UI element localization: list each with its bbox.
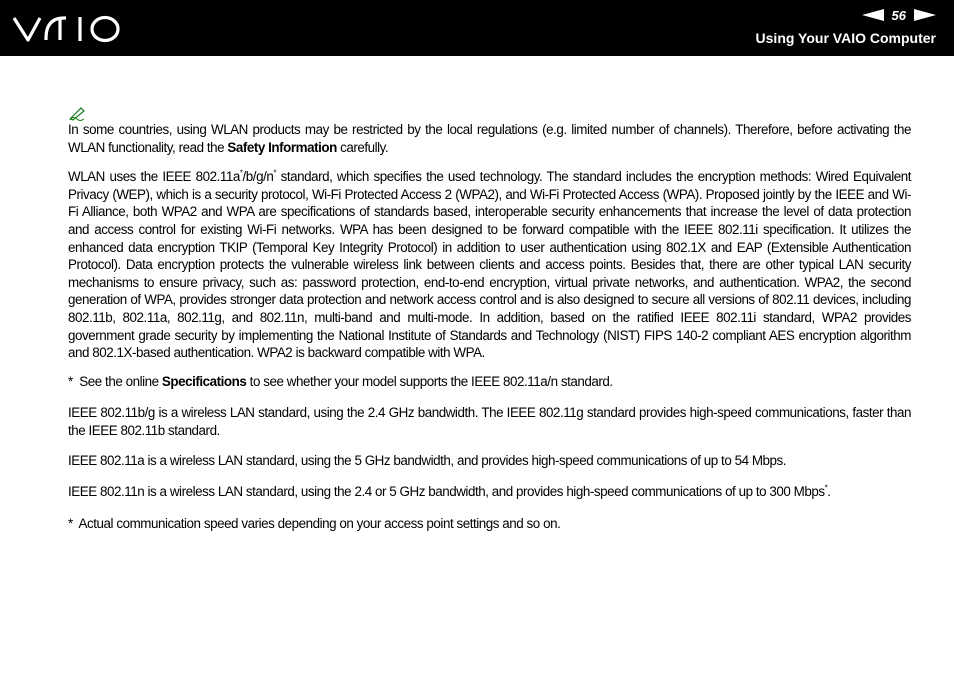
note-pencil-icon — [68, 105, 88, 121]
footnote-specifications: * See the online Specifications to see whether your model supports the IEEE 802.11a/n standard. — [68, 373, 613, 389]
page-header — [0, 0, 954, 56]
safety-information-label: Safety Information — [227, 139, 337, 155]
arrow-left-icon[interactable] — [862, 9, 884, 21]
section-title: Using Your VAIO Computer — [755, 30, 936, 46]
note-text: In some countries, using WLAN products may be restricted by the local regulations (e.g. limited number of channels). Therefore, before activating the WLAN functionality, read the Safety Information carefully. — [68, 122, 911, 155]
arrow-right-icon[interactable] — [914, 9, 936, 21]
footnote-speed: * Actual communication speed varies depending on your access point settings and so on. — [68, 515, 561, 531]
page-content — [68, 105, 911, 532]
paragraph-80211a: IEEE 802.11a is a wireless LAN standard, using the 5 GHz bandwidth, and provides high-speed communications of up to 54 Mbps. — [68, 452, 787, 468]
specifications-label: Specifications — [161, 373, 247, 389]
paragraph-80211bg: IEEE 802.11b/g is a wireless LAN standard, using the 2.4 GHz bandwidth. The IEEE 802.11g standard provides high-speed communications, faster than the IEEE 802.11b standard. — [68, 405, 911, 438]
page-navigation — [862, 6, 936, 24]
vaio-logo — [12, 12, 122, 46]
paragraph-80211n: IEEE 802.11n is a wireless LAN standard, using the 2.4 or 5 GHz bandwidth, and provides high-speed communications of up to 300 Mbps*. — [68, 483, 831, 500]
page-number: 56 — [891, 7, 906, 23]
wlan-paragraph: WLAN uses the IEEE 802.11a*/b/g/n* standard, which specifies the used technology. The standard includes the encryption methods: Wired Equivalent Privacy (WEP), which is a security protocol, Wi-Fi Protected Access 2 (WPA2), and Wi-Fi Protected Access (WPA). Proposed jointly by the IEEE and Wi-Fi Alliance, both WPA2 and WPA are specifications of standards based, interoperable security enhancements that increase the level of data protection and access control for existing Wi-Fi networks. WPA has been designed to be forward compatible with the IEEE 802.11i specification. It utilizes the enhanced data encryption TKIP (Temporal Key Integrity Protocol) in addition to user authentication using 802.1X and EAP (Extensible Authentication Protocol). Data encryption protects the vulnerable wireless link between clients and access points. Besides that, there are other typical LAN security mechanisms to ensure privacy, such as: password protection, end-to-end encryption, virtual private networks, and authentication. WPA2, the second generation of WPA, provides stronger data protection and network access control and is also designed to secure all versions of 802.11 devices, including 802.11b, 802.11a, 802.11g, and 802.11n, multi-band and multi-mode. In addition, based on the ratified IEEE 802.11i standard, WPA2 provides government grade security by implementing the National Institute of Standards and Technology (NIST) FIPS 140-2 compliant AES encryption algorithm and 802.1X-based authentication. WPA2 is backward compatible with WPA. — [68, 168, 911, 361]
